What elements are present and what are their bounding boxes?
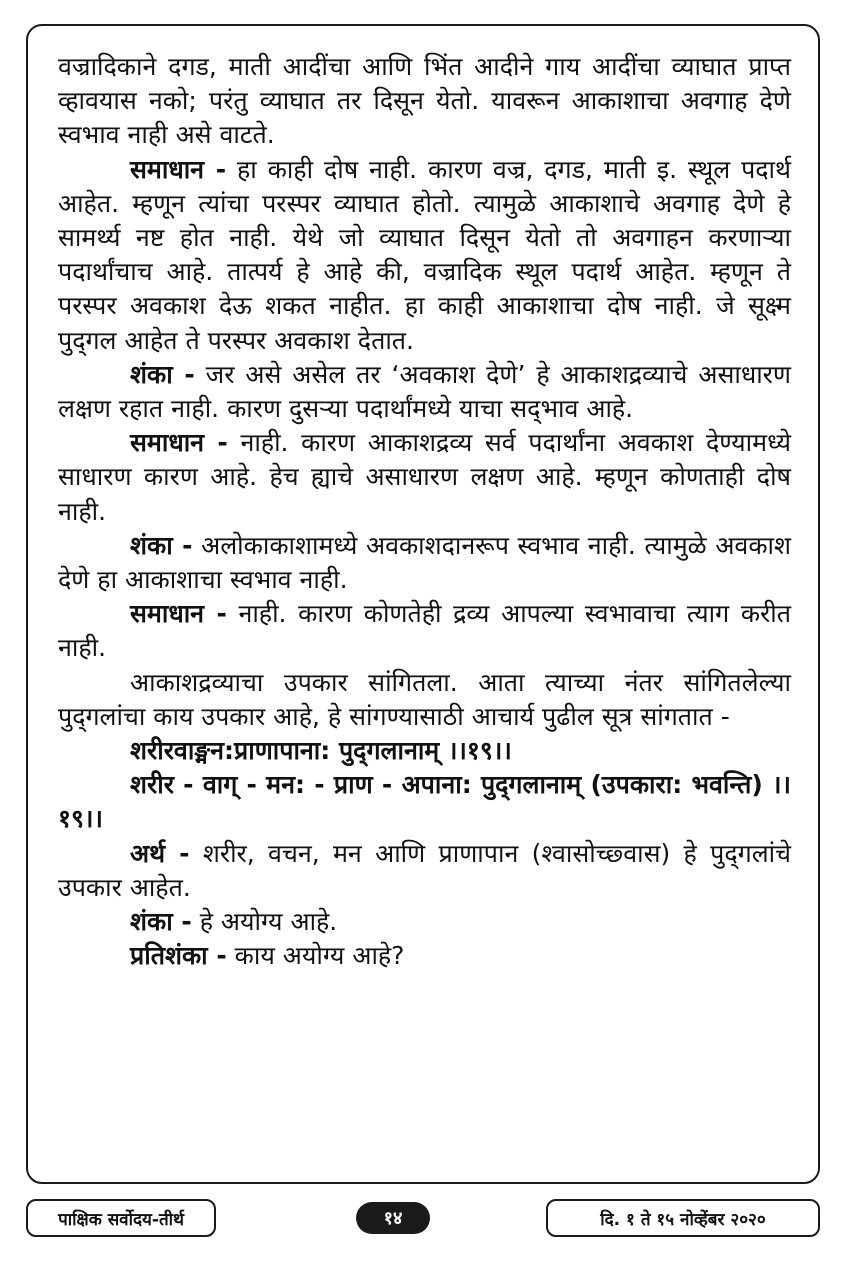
paragraph-samadhan-2 xyxy=(58,426,791,529)
artha-label: अर्थ - xyxy=(130,838,190,868)
artha-text: शरीर, वचन, मन आणि प्राणापान (श्वासोच्छ्‍वास) हे पुद्‍गलांचे उपकार आहेत. xyxy=(58,838,791,902)
page-number: १४ xyxy=(356,1202,430,1234)
pratishanka-text: काय अयोग्य आहे? xyxy=(226,941,405,971)
shanka-label: शंका - xyxy=(130,530,193,560)
sutra-split: शरीर - वाग् - मन: - प्राण - अपाना: पुद्‍गलानाम् (उपकारा: भवन्ति) ।।१९।। xyxy=(58,770,791,834)
pratishanka-label: प्रतिशंका - xyxy=(130,941,227,971)
samadhan-text: नाही. कारण आकाशद्रव्य सर्व पदार्थांना अवकाश देण्यामध्ये साधारण कारण आहे. हेच ह्याचे असाधारण लक्षण आहे. म्हणून कोणताही दोष नाही. xyxy=(58,428,791,526)
shanka-label: शंका - xyxy=(130,907,192,937)
paragraph-samadhan-3 xyxy=(58,597,791,665)
issue-date: दि. १ ते १५ नोव्हेंबर २०२० xyxy=(546,1199,820,1237)
paragraph-1: वज्रादिकाने दगड, माती आदींचा आणि भिंत आदीने गाय आदींचा व्याघात प्राप्त व्हावयास नको; परंतु व्याघात तर दिसून येतो. यावरून आकाशाचा अवगाह देणे स्वभाव नाही असे वाटते. xyxy=(58,52,791,150)
samadhan-label: समाधान - xyxy=(130,599,227,629)
paragraph-intro-sutra: आकाशद्रव्याचा उपकार सांगितला. आता त्याच्या नंतर सांगितलेल्या पुद्‍गलांचा काय उपकार आहे, हे सांगण्यासाठी आचार्य पुढील सूत्र सांगतात - xyxy=(58,667,791,731)
samadhan-label: समाधान - xyxy=(130,154,227,184)
paragraph-artha xyxy=(58,837,791,905)
samadhan-label: समाधान - xyxy=(130,428,228,458)
shanka-label: शंका - xyxy=(130,359,195,389)
samadhan-text: नाही. कारण कोणतेही द्रव्य आपल्या स्वभावाचा त्याग करीत नाही. xyxy=(58,599,791,663)
paragraph-shanka-3 xyxy=(58,905,791,939)
paragraph-shanka-2 xyxy=(58,529,791,597)
paragraph-pratishanka xyxy=(58,939,791,973)
sutra: शरीरवाङ्मन:प्राणापाना: पुद्‍गलानाम् ।।१९।। xyxy=(130,736,512,766)
paragraph-samadhan-1 xyxy=(58,153,791,358)
shanka-text: जर असे असेल तर ‘अवकाश देणे’ हे आकाशद्रव्याचे असाधारण लक्षण रहात नाही. कारण दुसऱ्या पदार्थांमध्ये याचा सद्‍भाव आहे. xyxy=(58,359,791,424)
samadhan-text: हा काही दोष नाही. कारण वज्र, दगड, माती इ. स्थूल पदार्थ आहेत. म्हणून त्यांचा परस्पर व्याघात होतो. त्यामुळे आकाशाचे अवगाह देणे हे सामर्थ्य नष्ट होत नाही. येथे जो व्याघात दिसून येतो तो अवगाहन करणाऱ्या पदार्थांचाच आहे. तात्पर्य हे आहे की, वज्रादिक स्थूल पदार्थ आहेत. म्हणून ते परस्पर अवकाश देऊ शकत नाहीत. हा काही आकाशाचा दोष नाही. जे सूक्ष्म पुद्‍गल आहेत ते परस्पर अवकाश देतात. xyxy=(58,154,791,355)
shanka-text: हे अयोग्य आहे. xyxy=(191,907,338,937)
shanka-text: अलोकाकाशामध्ये अवकाशदानरूप स्वभाव नाही. त्यामुळे अवकाश देणे हा आकाशाचा स्वभाव नाही. xyxy=(58,530,791,595)
page-body xyxy=(58,50,791,973)
publication-name: पाक्षिक सर्वोदय-तीर्थ xyxy=(26,1199,216,1237)
paragraph-shanka-1 xyxy=(58,358,791,426)
